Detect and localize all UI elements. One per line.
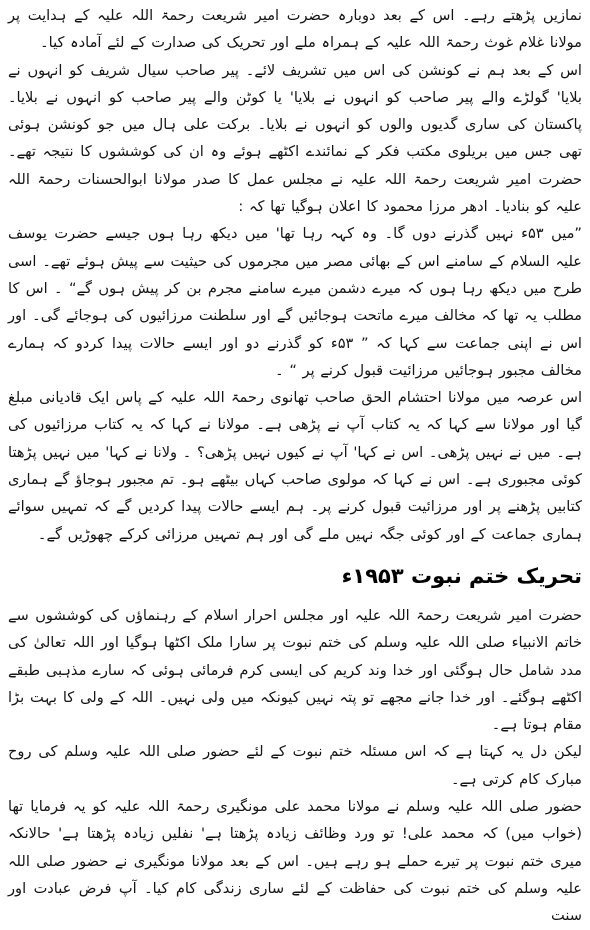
paragraph: اس کے بعد ہم نے کونشن کی اس میں تشریف لائے۔ پیر صاحب سیال شریف کو انہوں نے بلایا' گولڑے والے پیر صاحب کو انہوں نے بلایا' یا کوٹن والے پیر صاحب کو انہوں نے بلایا۔ پاکستان کی ساری گدیوں والوں کو انہوں نے بلایا۔ برکت علی ہال میں جو کونشن ہوئی تھی جس میں بریلوی مکتب فکر کے نمائندے اکٹھے ہوئے وہ ان کی کوششوں کا نتیجہ تھے۔ حضرت امیر شریعت رحمۃ اللہ علیہ نے مجلس عمل کا صدر مولانا ابوالحسنات رحمۃ اللہ علیہ کو بنادیا۔ ادھر مرزا محمود کا اعلان ہوگیا تھا کہ : bbox=[8, 61, 582, 216]
paragraph: اس عرصہ میں مولانا احتشام الحق صاحب تھانوی رحمۃ اللہ علیہ کے پاس ایک قادیانی مبلغ گیا اور مولانا سے کہا کہ یہ کتاب آپ نے پڑھی ہے۔ مولانا نے کہا کہ یہ کتاب مرزائیوں کی ہے۔ میں نے نہیں پڑھی۔ اس نے کہا' آپ نے کیوں نہیں پڑھی؟ ۔ ولانا نے کہا' میں نہیں پڑھتا کوئی مجبوری ہے۔ اس نے کہا کہ مولوی صاحب کہاں بیٹھے ہو۔ تم مجبور ہوجاؤ گے ہماری کتابیں پڑھنے پر اور مرزائیت قبول کرنے پر۔ ہم ایسے حالات پیدا کردیں گے کہ تمہیں سوائے ہماری جماعت کے اور کوئی جگہ نہیں ملے گی اور ہم تمہیں مرزائی کرکے چھوڑیں گے۔ bbox=[8, 389, 582, 543]
paragraph: حضور صلی اللہ علیہ وسلم نے مولانا محمد علی مونگیری رحمۃ اللہ علیہ کو یہ فرمایا تھا (خواب میں) کہ محمد علی! تو ورد وظائف زیادہ پڑھتا ہے' نفلیں زیادہ پڑھتا ہے' حالانکہ میری ختم نبوت پر تیرے حملے ہو رہے ہیں۔ اس کے بعد مولانا مونگیری نے حضور صلی اللہ علیہ وسلم کی ختم نبوت کی حفاظت کے لئے ساری زندگی کام کیا۔ آپ فرض عبادت اور سنت bbox=[8, 798, 582, 925]
paragraph: نمازیں پڑھتے رہے۔ اس کے بعد دوبارہ حضرت امیر شریعت رحمۃ اللہ علیہ کے ہدایت پر مولانا غلام غوث رحمۃ اللہ علیہ کے ہمراہ ملے اور تحریک کی صدارت کے لئے آمادہ کیا۔ bbox=[8, 7, 582, 52]
section-title: تحریک ختم نبوت ۱۹۵۳ء bbox=[341, 563, 582, 588]
paragraph: حضرت امیر شریعت رحمۃ اللہ علیہ اور مجلس احرار اسلام کے رہنماؤں کی کوششوں سے خاتم الانبیاء صلی اللہ علیہ وسلم کی ختم نبوت پر سارا ملک اکٹھا ہوگیا اور اللہ تعالیٰ کی مدد شامل حال ہوگئی اور خدا وند کریم کی ایسی کرم فرمائی ہوئی کہ سارے مذہبی طبقے اکٹھے ہوگئے۔ اور خدا جانے مجھے تو پتہ نہیں کیونکہ میں ولی نہیں۔ اللہ کے ولی کا بہت بڑا مقام ہوتا ہے۔ bbox=[8, 606, 582, 734]
quoted-paragraph: ”میں ۵۳ء نہیں گذرنے دوں گا۔ وہ کہہ رہا تھا' میں دیکھ رہا ہوں جیسے حضرت یوسف علیہ السلام کے سامنے اس کے بھائی مصر میں مجرموں کی حیثیت سے پیش ہوئے تھے۔ اسی طرح میں دیکھ رہا ہوں کہ میرے دشمن میرے سامنے مجرم بن کر پیش ہوں گے“ ۔ اس کا مطلب یہ تھا کہ مخالف میرے ماتحت ہوجائیں گے اور سلطنت مرزائیوں کی ہوجائے گی۔ اور اس نے اپنی جماعت سے کہا کہ ” ۵۳ء کو گذرنے دو اور ایسے حالات پیدا کردو کہ ہمارے مخالف مجبور ہوجائیں مرزائیت قبول کرنے پر “ ۔ bbox=[8, 225, 582, 379]
paragraph: لیکن دل یہ کہتا ہے کہ اس مسئلہ ختم نبوت کے لئے حضور صلی اللہ علیہ وسلم کی روح مبارک کام کرتی ہے۔ bbox=[8, 743, 582, 788]
